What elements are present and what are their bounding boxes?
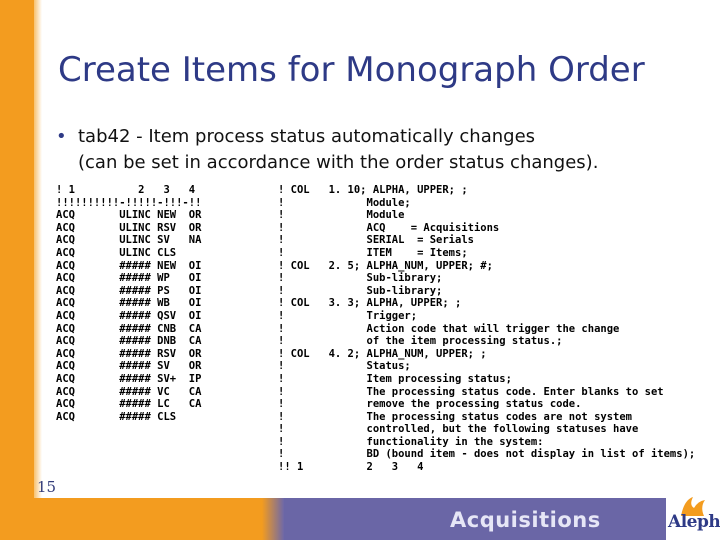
code-line: ! Trigger; [278,309,418,322]
code-line: ACQ ##### SV+ IP [56,372,202,385]
code-line: ! ITEM = Items; [278,246,468,259]
bullet-marker: • [56,126,67,147]
code-line: !! 1 2 3 4 [278,461,424,474]
code-line: ACQ ULINC CLS [56,246,177,259]
code-line: ! Module [278,209,405,222]
code-line: ! 1 2 3 4 [56,184,196,196]
code-line: ACQ ##### RSV OR [56,347,202,360]
code-line [56,436,201,449]
code-line: ACQ ##### VC CA [56,385,202,398]
code-line: ! COL 3. 3; ALPHA, UPPER; ; [278,297,462,310]
slide-title: Create Items for Monograph Order [58,50,645,90]
code-line: ! Sub-library; [278,284,443,297]
footer-orange-band [0,498,262,540]
bullet-first-line [56,124,706,150]
code-line: ! The processing status code. Enter blanks to set [278,385,664,398]
terminal-screenshot [56,184,716,474]
code-line: ACQ ##### WB OI [56,297,202,310]
code-line: ACQ ULINC SV NA [56,234,202,247]
code-line: ! Action code that will trigger the change [278,322,620,335]
aleph-logo [666,496,720,540]
footer-gradient [262,498,284,540]
code-line: ACQ ULINC RSV OR [56,221,202,234]
code-line: ACQ ##### PS OI [56,284,202,297]
code-line: ! Module; [278,196,411,209]
code-line: ACQ ULINC NEW OR [56,209,202,222]
code-line: ACQ ##### CNB CA [56,322,202,335]
code-line: ! BD (bound item - does not display in list of items); [278,448,696,461]
table-code-column [56,184,201,448]
code-line: ! functionality in the system: [278,435,544,448]
bullet-point [56,124,706,176]
code-line: ACQ ##### QSV OI [56,309,202,322]
page-number: 15 [37,478,57,496]
bullet-text-line2: (can be set in accordance with the order status changes). [78,152,599,173]
code-line: ACQ ##### DNB CA [56,335,202,348]
code-line: ! Item processing status; [278,372,512,385]
left-accent-bar [0,0,34,498]
code-line: ! Status; [278,360,411,373]
code-line: ACQ ##### SV OR [56,360,202,373]
code-line: ACQ ##### NEW OI [56,259,202,272]
logo-text: Aleph [668,512,720,532]
code-line [56,423,201,436]
footer-section-title: Acquisitions [450,508,601,532]
code-line: ACQ ##### CLS [56,410,177,423]
code-line: ! SERIAL = Serials [278,234,474,247]
footer-bar [0,498,720,540]
code-line: ! controlled, but the following statuses have [278,423,639,436]
code-line: ! remove the processing status code. [278,398,582,411]
code-line: ACQ ##### LC CA [56,398,202,411]
code-line: ! COL 1. 10; ALPHA, UPPER; ; [278,184,468,196]
table-comments-column [278,184,695,474]
code-line: ! of the item processing status.; [278,335,563,348]
code-line: ! COL 2. 5; ALPHA_NUM, UPPER; #; [278,259,493,272]
code-line: ACQ ##### WP OI [56,272,202,285]
left-accent-fade [34,0,42,498]
code-line: ! COL 4. 2; ALPHA_NUM, UPPER; ; [278,347,487,360]
code-line: ! The processing status codes are not system [278,410,633,423]
bullet-text-line1: tab42 - Item process status automatically changes [78,126,536,147]
code-line: ! ACQ = Acquisitions [278,221,500,234]
code-line: ! Sub-library; [278,272,443,285]
code-line: !!!!!!!!!!-!!!!!-!!!-!! [56,196,202,209]
